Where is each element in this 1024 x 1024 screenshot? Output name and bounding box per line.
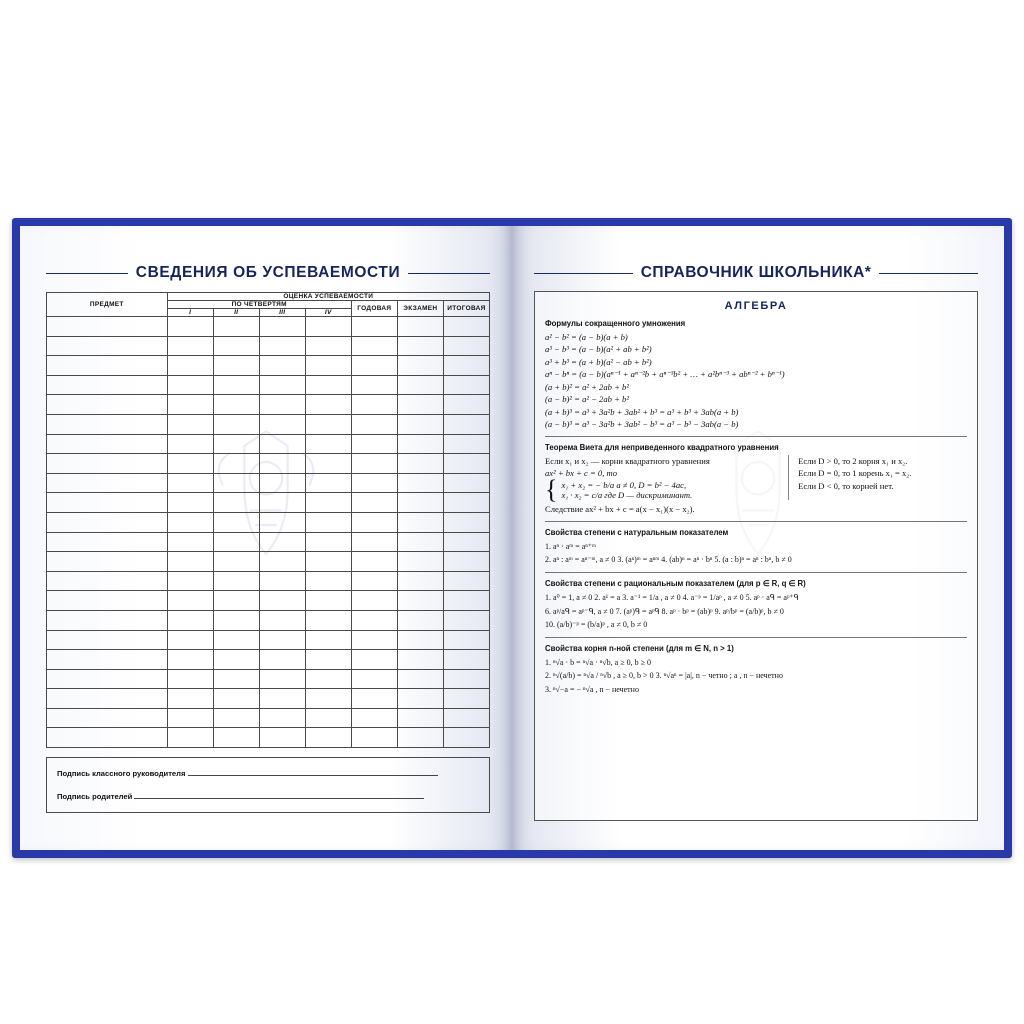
cell-grade[interactable] [167, 356, 213, 376]
props-natural-power [545, 540, 967, 567]
vieta-case: Если D > 0, то 2 корня x₁ и x₂. [798, 455, 908, 466]
cell-subject[interactable] [47, 689, 168, 709]
table-row[interactable] [47, 630, 490, 650]
heading-nth-root: Свойства корня n-ной степени (для m ∈ N, n > 1) [545, 643, 734, 653]
open-pages [20, 226, 1004, 850]
cell-grade[interactable] [397, 493, 443, 513]
table-row[interactable] [47, 512, 490, 532]
table-row[interactable] [47, 669, 490, 689]
cell-grade[interactable] [213, 532, 259, 552]
cell-grade[interactable] [443, 591, 489, 611]
cell-grade[interactable] [397, 512, 443, 532]
cell-grade[interactable] [397, 375, 443, 395]
cell-subject[interactable] [47, 532, 168, 552]
cell-subject[interactable] [47, 375, 168, 395]
table-row[interactable] [47, 375, 490, 395]
cell-grade[interactable] [213, 454, 259, 474]
cell-grade[interactable] [167, 317, 213, 337]
cell-grade[interactable] [443, 317, 489, 337]
vieta-corollary: Следствие ax² + bx + c = a(x − x₁)(x − x₂). [545, 504, 695, 515]
formula-line: a² − b² = (a − b)(a + b) [545, 332, 628, 342]
cell-grade[interactable] [167, 493, 213, 513]
cell-grade[interactable] [305, 669, 351, 689]
props-rational-power [545, 591, 967, 632]
cell-grade[interactable] [259, 395, 305, 415]
title-rule-left [46, 273, 128, 274]
cell-grade[interactable] [259, 356, 305, 376]
cell-grade[interactable] [167, 630, 213, 650]
vieta-line: x₁ + x₂ = − b/a a ≠ 0, D = b² − 4ac, [561, 479, 687, 490]
heading-vieta: Теорема Виета для неприведенного квадратного уравнения [545, 442, 779, 452]
cell-grade[interactable] [213, 317, 259, 337]
cell-grade[interactable] [397, 650, 443, 670]
reference-title: СПРАВОЧНИК ШКОЛЬНИКА* [640, 264, 872, 281]
cell-grade[interactable] [351, 414, 397, 434]
cell-grade[interactable] [259, 591, 305, 611]
cell-grade[interactable] [351, 571, 397, 591]
cell-grade[interactable] [167, 571, 213, 591]
cell-grade[interactable] [259, 571, 305, 591]
cell-grade[interactable] [397, 532, 443, 552]
table-row[interactable] [47, 356, 490, 376]
header-final: ИТОГОВАЯ [443, 301, 489, 317]
table-header-row-1 [47, 293, 490, 301]
cell-grade[interactable] [259, 689, 305, 709]
cell-grade[interactable] [213, 669, 259, 689]
vieta-line: Если x₁ и x₂ — корни квадратного уравнения [545, 455, 710, 466]
formula-line: a³ − b³ = (a − b)(a² + ab + b²) [545, 344, 652, 355]
cell-grade[interactable] [397, 669, 443, 689]
cell-grade[interactable] [213, 512, 259, 532]
cell-grade[interactable] [305, 434, 351, 454]
cell-grade[interactable] [213, 728, 259, 748]
cell-grade[interactable] [351, 375, 397, 395]
cell-grade[interactable] [305, 571, 351, 591]
signature-box [46, 757, 490, 813]
cell-grade[interactable] [305, 375, 351, 395]
cell-grade[interactable] [443, 532, 489, 552]
cell-grade[interactable] [397, 610, 443, 630]
right-page-content [534, 264, 978, 824]
divider [545, 572, 967, 573]
cell-grade[interactable] [443, 375, 489, 395]
cell-grade[interactable] [259, 493, 305, 513]
table-row[interactable] [47, 689, 490, 709]
cell-grade[interactable] [351, 552, 397, 572]
reference-box [534, 291, 978, 821]
cell-grade[interactable] [397, 356, 443, 376]
cell-grade[interactable] [351, 650, 397, 670]
cell-grade[interactable] [167, 473, 213, 493]
cell-grade[interactable] [167, 552, 213, 572]
page-title: СВЕДЕНИЯ ОБ УСПЕВАЕМОСТИ [135, 264, 401, 281]
cell-grade[interactable] [443, 336, 489, 356]
header-exam: ЭКЗАМЕН [397, 301, 443, 317]
cell-grade[interactable] [397, 630, 443, 650]
signature-parents[interactable] [57, 790, 479, 801]
prop-line: 10. (a/b)⁻ᵖ = (b/a)ᵖ , a ≠ 0, b ≠ 0 [545, 620, 648, 630]
table-row[interactable] [47, 434, 490, 454]
cell-grade[interactable] [443, 395, 489, 415]
cell-grade[interactable] [305, 454, 351, 474]
formula-line: aⁿ − bⁿ = (a − b)(aⁿ⁻¹ + aⁿ⁻²b + aⁿ⁻³b² + … + a²bⁿ⁻³ + abⁿ⁻² + bⁿ⁻¹) [545, 369, 785, 380]
cell-grade[interactable] [259, 454, 305, 474]
vieta-case: Если D = 0, то 1 корень x₁ = x₂. [798, 468, 912, 479]
cell-grade[interactable] [213, 689, 259, 709]
header-quarter-4: IV [305, 309, 351, 317]
table-row[interactable] [47, 650, 490, 670]
cell-grade[interactable] [213, 395, 259, 415]
cell-grade[interactable] [213, 493, 259, 513]
grades-table-body [47, 317, 490, 748]
props-nth-root [545, 656, 967, 697]
cell-grade[interactable] [443, 728, 489, 748]
cell-grade[interactable] [259, 317, 305, 337]
cell-grade[interactable] [305, 493, 351, 513]
cell-subject[interactable] [47, 454, 168, 474]
cell-grade[interactable] [259, 708, 305, 728]
prop-line: 1. a⁰ = 1, a ≠ 0 2. a¹ = a 3. a⁻¹ = 1/a , a ≠ 0 4. a⁻ᵖ = 1/aᵖ , a ≠ 0 5. aᵖ · aᑫ = aᵖ⁺ᑫ [545, 592, 799, 602]
title-rule-right [408, 273, 490, 274]
heading-natural-power: Свойства степени с натуральным показателем [545, 527, 729, 537]
cell-grade[interactable] [305, 610, 351, 630]
heading-rational-power: Свойства степени с рациональным показателем (для p ∈ R, q ∈ R) [545, 578, 806, 588]
cell-grade[interactable] [259, 630, 305, 650]
divider [545, 521, 967, 522]
vieta-system [545, 474, 778, 504]
cell-grade[interactable] [351, 532, 397, 552]
cell-grade[interactable] [167, 414, 213, 434]
header-quarter-1: I [167, 309, 213, 317]
cell-grade[interactable] [213, 375, 259, 395]
cell-grade[interactable] [305, 512, 351, 532]
cell-grade[interactable] [351, 591, 397, 611]
cell-grade[interactable] [443, 669, 489, 689]
cell-grade[interactable] [443, 493, 489, 513]
cell-grade[interactable] [305, 336, 351, 356]
table-row[interactable] [47, 728, 490, 748]
grades-table [46, 292, 490, 748]
header-yearly: ГОДОВАЯ [351, 301, 397, 317]
cell-grade[interactable] [305, 630, 351, 650]
cell-subject[interactable] [47, 434, 168, 454]
brace-glyph: { [545, 474, 558, 504]
cell-grade[interactable] [443, 650, 489, 670]
table-row[interactable] [47, 591, 490, 611]
header-grade-group: ОЦЕНКА УСПЕВАЕМОСТИ [167, 293, 489, 301]
cell-grade[interactable] [305, 708, 351, 728]
heading-short-multiplication: Формулы сокращенного умножения [545, 319, 686, 328]
cell-grade[interactable] [305, 591, 351, 611]
cell-grade[interactable] [443, 630, 489, 650]
table-row[interactable] [47, 708, 490, 728]
divider [545, 637, 967, 638]
cell-grade[interactable] [213, 591, 259, 611]
cell-subject[interactable] [47, 395, 168, 415]
right-page-title-row [534, 264, 978, 282]
cell-grade[interactable] [167, 454, 213, 474]
formula-line: (a + b)² = a² + 2ab + b² [545, 381, 629, 392]
section-title: АЛГЕБРА [724, 300, 788, 312]
formula-line: a³ + b³ = (a + b)(a² − ab + b²) [545, 356, 652, 367]
cell-grade[interactable] [443, 571, 489, 591]
cell-grade[interactable] [167, 708, 213, 728]
vieta-columns [545, 455, 967, 504]
cell-grade[interactable] [397, 434, 443, 454]
left-page [20, 226, 512, 850]
cell-grade[interactable] [397, 473, 443, 493]
left-page-title-row [46, 264, 490, 282]
header-subject: ПРЕДМЕТ [47, 293, 168, 317]
cell-grade[interactable] [305, 650, 351, 670]
cell-grade[interactable] [167, 650, 213, 670]
cell-subject[interactable] [47, 336, 168, 356]
prop-line: 2. ⁿ√(a/b) = ⁿ√a / ⁿ√b , a ≥ 0, b > 0 3. ⁿ√aⁿ = |a|, n − четно ; a , n − нечетно [545, 671, 783, 681]
cell-grade[interactable] [167, 434, 213, 454]
cell-grade[interactable] [259, 512, 305, 532]
vieta-case: Если D < 0, то корней нет. [798, 480, 894, 491]
cell-grade[interactable] [305, 728, 351, 748]
cell-grade[interactable] [351, 454, 397, 474]
cell-grade[interactable] [397, 571, 443, 591]
vieta-right-column [788, 455, 967, 501]
prop-line: 3. ⁿ√−a = − ⁿ√a , n − нечетно [545, 684, 639, 694]
cell-grade[interactable] [259, 728, 305, 748]
table-row[interactable] [47, 414, 490, 434]
cell-grade[interactable] [397, 728, 443, 748]
cell-grade[interactable] [213, 473, 259, 493]
cell-grade[interactable] [397, 689, 443, 709]
cell-grade[interactable] [213, 708, 259, 728]
prop-line: 6. aᵖ/aᑫ = aᵖ⁻ᑫ, a ≠ 0 7. (aᵖ)ᑫ = aᵖᑫ 8. aᵖ · bᵖ = (ab)ᵖ 9. aᵖ/bᵖ = (a/b)ᵖ, b ≠ 0 [545, 606, 784, 616]
cell-grade[interactable] [167, 728, 213, 748]
cell-grade[interactable] [397, 317, 443, 337]
cell-grade[interactable] [305, 356, 351, 376]
cell-grade[interactable] [397, 414, 443, 434]
signature-teacher[interactable] [57, 767, 479, 778]
cell-subject[interactable] [47, 356, 168, 376]
cell-subject[interactable] [47, 512, 168, 532]
cell-grade[interactable] [167, 610, 213, 630]
formulas-short-multiplication [545, 331, 967, 431]
vieta-cases [798, 455, 967, 492]
vieta-left-lines [545, 455, 778, 480]
cell-subject[interactable] [47, 650, 168, 670]
cell-grade[interactable] [443, 473, 489, 493]
cell-grade[interactable] [351, 473, 397, 493]
cell-grade[interactable] [351, 630, 397, 650]
right-page [512, 226, 1004, 850]
cell-grade[interactable] [351, 317, 397, 337]
cell-grade[interactable] [259, 336, 305, 356]
cell-grade[interactable] [259, 375, 305, 395]
cell-subject[interactable] [47, 317, 168, 337]
ref-title-rule-right [879, 273, 978, 274]
cell-subject[interactable] [47, 591, 168, 611]
cell-grade[interactable] [167, 532, 213, 552]
table-row[interactable] [47, 454, 490, 474]
cell-subject[interactable] [47, 493, 168, 513]
table-row[interactable] [47, 473, 490, 493]
cell-grade[interactable] [305, 532, 351, 552]
divider [545, 436, 967, 437]
signature-parents-label: Подпись родителей [57, 792, 133, 802]
header-quarters: ПО ЧЕТВЕРТЯМ [167, 301, 351, 309]
cell-grade[interactable] [351, 336, 397, 356]
cell-grade[interactable] [167, 395, 213, 415]
cell-grade[interactable] [351, 689, 397, 709]
vieta-system-lines [561, 480, 692, 500]
table-row[interactable] [47, 317, 490, 337]
cell-grade[interactable] [213, 434, 259, 454]
cell-grade[interactable] [213, 571, 259, 591]
cell-grade[interactable] [167, 591, 213, 611]
cell-grade[interactable] [443, 512, 489, 532]
cell-grade[interactable] [213, 610, 259, 630]
table-row[interactable] [47, 395, 490, 415]
cell-grade[interactable] [213, 356, 259, 376]
cell-grade[interactable] [213, 630, 259, 650]
cell-grade[interactable] [443, 454, 489, 474]
formula-line: (a − b)³ = a³ − 3a²b + 3ab² − b³ = a³ − b³ − 3ab(a − b) [545, 419, 739, 430]
cell-grade[interactable] [397, 552, 443, 572]
cell-grade[interactable] [351, 708, 397, 728]
cell-subject[interactable] [47, 630, 168, 650]
cell-grade[interactable] [443, 708, 489, 728]
cell-grade[interactable] [259, 669, 305, 689]
cell-subject[interactable] [47, 552, 168, 572]
cell-grade[interactable] [259, 532, 305, 552]
ref-title-rule-left [534, 273, 633, 274]
prop-line: 2. aⁿ : aᵐ = aⁿ⁻ᵐ, a ≠ 0 3. (aⁿ)ᵐ = aⁿᵐ 4. (ab)ⁿ = aⁿ · bⁿ 5. (a : b)ⁿ = aⁿ : bⁿ, b ≠ 0 [545, 555, 792, 565]
cell-grade[interactable] [213, 336, 259, 356]
cell-grade[interactable] [259, 473, 305, 493]
cell-grade[interactable] [443, 552, 489, 572]
vieta-line: x₁ · x₂ = c/a где D — дискриминант. [561, 489, 693, 500]
cell-grade[interactable] [305, 552, 351, 572]
formula-line: (a − b)² = a² − 2ab + b² [545, 394, 629, 405]
cell-grade[interactable] [305, 473, 351, 493]
header-quarter-2: II [213, 309, 259, 317]
cell-grade[interactable] [167, 375, 213, 395]
cell-grade[interactable] [259, 552, 305, 572]
cell-grade[interactable] [397, 454, 443, 474]
left-page-content [46, 264, 490, 824]
table-row[interactable] [47, 336, 490, 356]
signature-teacher-label: Подпись классного руководителя [57, 769, 186, 779]
cell-grade[interactable] [167, 512, 213, 532]
cell-grade[interactable] [167, 669, 213, 689]
cell-grade[interactable] [351, 434, 397, 454]
cell-grade[interactable] [351, 728, 397, 748]
prop-line: 1. aⁿ · aᵐ = aⁿ⁺ᵐ [545, 541, 596, 551]
cell-subject[interactable] [47, 610, 168, 630]
cell-subject[interactable] [47, 571, 168, 591]
table-row[interactable] [47, 532, 490, 552]
formula-line: (a + b)³ = a³ + 3a²b + 3ab² + b³ = a³ + b³ + 3ab(a + b) [545, 406, 739, 417]
cell-grade[interactable] [397, 708, 443, 728]
cell-grade[interactable] [351, 610, 397, 630]
cell-grade[interactable] [397, 336, 443, 356]
cell-grade[interactable] [351, 493, 397, 513]
cell-subject[interactable] [47, 728, 168, 748]
cell-subject[interactable] [47, 669, 168, 689]
cell-grade[interactable] [305, 689, 351, 709]
cell-grade[interactable] [305, 414, 351, 434]
cell-subject[interactable] [47, 708, 168, 728]
cell-grade[interactable] [351, 356, 397, 376]
cell-grade[interactable] [351, 512, 397, 532]
cell-grade[interactable] [259, 650, 305, 670]
cell-grade[interactable] [259, 434, 305, 454]
table-row[interactable] [47, 552, 490, 572]
cell-subject[interactable] [47, 473, 168, 493]
cell-grade[interactable] [443, 356, 489, 376]
cell-grade[interactable] [259, 610, 305, 630]
cell-subject[interactable] [47, 414, 168, 434]
vieta-line: ax² + bx + c = 0, то [545, 468, 617, 479]
table-row[interactable] [47, 610, 490, 630]
cell-grade[interactable] [259, 414, 305, 434]
cell-grade[interactable] [167, 689, 213, 709]
vieta-left-column [545, 455, 778, 504]
header-quarter-3: III [259, 309, 305, 317]
cell-grade[interactable] [213, 414, 259, 434]
cell-grade[interactable] [397, 591, 443, 611]
cell-grade[interactable] [443, 434, 489, 454]
cell-grade[interactable] [351, 669, 397, 689]
cell-grade[interactable] [443, 414, 489, 434]
cell-grade[interactable] [213, 552, 259, 572]
cell-grade[interactable] [397, 395, 443, 415]
cell-grade[interactable] [167, 336, 213, 356]
cell-grade[interactable] [305, 395, 351, 415]
table-row[interactable] [47, 493, 490, 513]
diary-cover [12, 218, 1012, 858]
cell-grade[interactable] [351, 395, 397, 415]
cell-grade[interactable] [305, 317, 351, 337]
prop-line: 1. ⁿ√a · b = ⁿ√a · ⁿ√b, a ≥ 0, b ≥ 0 [545, 657, 652, 667]
cell-grade[interactable] [213, 650, 259, 670]
cell-grade[interactable] [443, 610, 489, 630]
table-row[interactable] [47, 571, 490, 591]
cell-grade[interactable] [443, 689, 489, 709]
